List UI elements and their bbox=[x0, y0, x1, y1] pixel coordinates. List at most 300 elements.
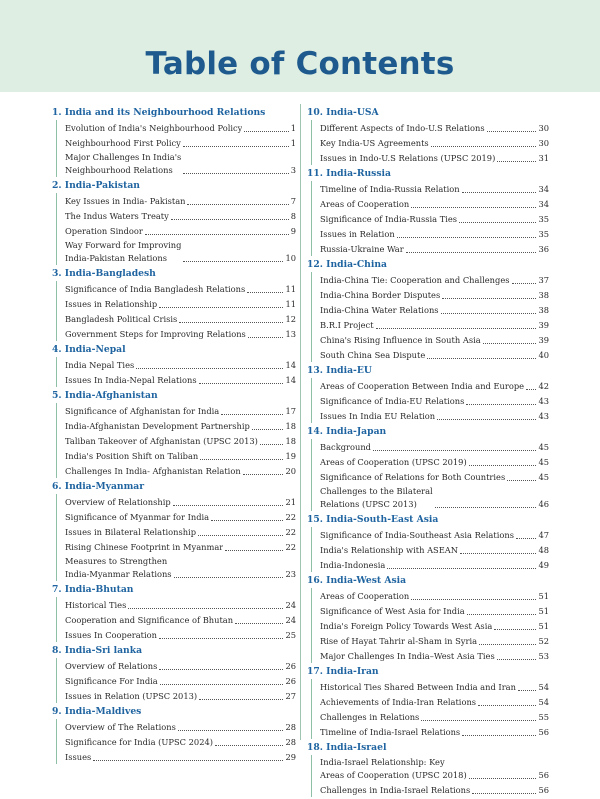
toc-entry[interactable] bbox=[57, 193, 296, 208]
dot-leader bbox=[487, 131, 537, 132]
dot-leader bbox=[497, 659, 537, 660]
section-title[interactable]: 9. India-Maldives bbox=[52, 706, 142, 717]
toc-entry[interactable] bbox=[57, 627, 296, 642]
dot-leader bbox=[497, 161, 536, 162]
entry-label bbox=[65, 511, 209, 524]
page-number: 11 bbox=[285, 284, 296, 294]
dot-leader bbox=[93, 760, 283, 761]
entry-label bbox=[65, 405, 219, 418]
entry-label bbox=[65, 359, 134, 372]
entry-label bbox=[65, 328, 246, 341]
page-number: 35 bbox=[538, 229, 549, 239]
entry-label-line: Issues in Relation (UPSC 2013) bbox=[65, 691, 198, 701]
toc-section bbox=[52, 705, 296, 764]
toc-entry[interactable] bbox=[57, 418, 296, 433]
entry-label-line: India-China Water Relations bbox=[320, 305, 439, 315]
section-title[interactable]: 18. India-Israel bbox=[307, 742, 387, 753]
toc-section bbox=[307, 513, 549, 572]
section-title[interactable]: 7. India-Bhutan bbox=[52, 584, 134, 595]
dot-leader bbox=[128, 608, 283, 609]
toc-entry[interactable] bbox=[57, 326, 296, 341]
section-entries bbox=[56, 719, 296, 764]
entry-label-line: Taliban Takeover of Afghanistan (UPSC 2013) bbox=[65, 436, 258, 446]
page-title: Table of Contents bbox=[145, 46, 455, 82]
entry-label bbox=[65, 122, 242, 135]
toc-entry[interactable] bbox=[57, 120, 296, 135]
entry-label bbox=[65, 195, 185, 208]
toc-entry[interactable] bbox=[312, 469, 549, 484]
toc-section bbox=[307, 258, 549, 362]
dot-leader bbox=[159, 638, 283, 639]
entry-label-line: Significance of India Bangladesh Relations bbox=[65, 284, 246, 294]
entry-label bbox=[65, 225, 143, 238]
section-title[interactable]: 4. India-Nepal bbox=[52, 344, 126, 355]
entry-label-line: Evolution of India's Neighbourhood Policy bbox=[65, 123, 243, 133]
toc-entry[interactable] bbox=[57, 749, 296, 764]
dot-leader bbox=[397, 237, 537, 238]
entry-label-line: Overview of Relationship bbox=[65, 497, 171, 507]
section-title[interactable]: 16. India-West Asia bbox=[307, 575, 407, 586]
section-entries bbox=[311, 755, 549, 797]
toc-section bbox=[307, 106, 549, 165]
section-title[interactable]: 10. India-USA bbox=[307, 107, 379, 118]
toc-entry[interactable] bbox=[57, 673, 296, 688]
entry-label bbox=[320, 441, 371, 454]
toc-entry[interactable] bbox=[57, 357, 296, 372]
entry-label bbox=[320, 319, 374, 332]
toc-entry[interactable] bbox=[312, 241, 549, 256]
entry-label bbox=[320, 711, 419, 724]
page-number: 35 bbox=[538, 214, 549, 224]
toc-entry[interactable] bbox=[57, 150, 296, 177]
dot-leader bbox=[199, 383, 284, 384]
page-number: 24 bbox=[285, 615, 296, 625]
dot-leader bbox=[178, 730, 284, 731]
dot-leader bbox=[421, 720, 536, 721]
page-number: 45 bbox=[538, 442, 549, 452]
entry-label bbox=[65, 298, 157, 311]
page-number: 51 bbox=[538, 591, 549, 601]
section-entries bbox=[56, 403, 296, 478]
entry-label-line: Significance of India-EU Relations bbox=[320, 396, 465, 406]
entry-label-line: India's Relationship with ASEAN bbox=[320, 545, 459, 555]
toc-entry[interactable] bbox=[312, 393, 549, 408]
toc-entry[interactable] bbox=[57, 719, 296, 734]
entry-label bbox=[320, 137, 429, 150]
toc-entry[interactable] bbox=[57, 597, 296, 612]
toc-section bbox=[52, 389, 296, 478]
dot-leader bbox=[247, 292, 283, 293]
section-entries bbox=[311, 120, 549, 165]
page-number: 31 bbox=[538, 153, 549, 163]
entry-label-line: Neighbourhood Relations bbox=[65, 165, 173, 175]
entry-label bbox=[320, 334, 481, 347]
section-entries bbox=[56, 357, 296, 387]
toc-entry[interactable] bbox=[57, 135, 296, 150]
toc-entry[interactable] bbox=[312, 588, 549, 603]
toc-entry[interactable] bbox=[312, 181, 549, 196]
entry-label-line: Significance of Afghanistan for India bbox=[65, 406, 220, 416]
dot-leader bbox=[221, 414, 283, 415]
entry-label bbox=[65, 675, 158, 688]
page-number: 11 bbox=[285, 299, 296, 309]
toc-entry[interactable] bbox=[57, 448, 296, 463]
toc-entry[interactable] bbox=[312, 648, 549, 663]
toc-entry[interactable] bbox=[312, 287, 549, 302]
page-number: 17 bbox=[285, 406, 296, 416]
page-number: 54 bbox=[538, 682, 549, 692]
entry-label bbox=[320, 529, 514, 542]
page-number: 36 bbox=[538, 244, 549, 254]
entry-label-line: India-Myanmar Relations bbox=[65, 569, 172, 579]
section-title[interactable]: 15. India-South-East Asia bbox=[307, 514, 439, 525]
toc-section bbox=[307, 364, 549, 423]
section-title[interactable]: 13. India-EU bbox=[307, 365, 372, 376]
section-entries bbox=[56, 494, 296, 581]
dot-leader bbox=[459, 222, 536, 223]
toc-entry[interactable] bbox=[312, 302, 549, 317]
page-number: 21 bbox=[285, 497, 296, 507]
entry-label-line: Challenges to the Bilateral bbox=[320, 486, 433, 496]
toc-entry[interactable] bbox=[312, 211, 549, 226]
dot-leader bbox=[179, 322, 283, 323]
toc-entry[interactable] bbox=[312, 484, 549, 511]
dot-leader bbox=[174, 577, 284, 578]
entry-label bbox=[65, 721, 176, 734]
entry-label bbox=[320, 471, 505, 484]
section-title[interactable]: 1. India and its Neighbourhood Relations bbox=[52, 107, 266, 118]
entry-label-line: Issues in Relationship bbox=[65, 299, 158, 309]
entry-label bbox=[65, 690, 197, 703]
page-number: 55 bbox=[538, 712, 549, 722]
dot-leader bbox=[225, 550, 283, 551]
section-entries bbox=[311, 378, 549, 423]
section-title[interactable]: 3. India-Bangladesh bbox=[52, 268, 156, 279]
toc-entry[interactable] bbox=[312, 679, 549, 694]
toc-entry[interactable] bbox=[57, 658, 296, 673]
dot-leader bbox=[187, 204, 288, 205]
page-number: 34 bbox=[538, 184, 549, 194]
section-entries bbox=[311, 439, 549, 511]
dot-leader bbox=[387, 568, 536, 569]
entry-label-line: Historical Ties Shared Between India and Iran bbox=[320, 682, 516, 692]
page-number: 38 bbox=[538, 305, 549, 315]
dot-leader bbox=[460, 553, 536, 554]
entry-label-line: Timeline of India-Russia Relation bbox=[320, 184, 460, 194]
toc-entry[interactable] bbox=[312, 542, 549, 557]
dot-leader bbox=[173, 505, 284, 506]
page-number: 26 bbox=[285, 676, 296, 686]
page-number: 1 bbox=[290, 138, 296, 148]
toc-entry[interactable] bbox=[312, 454, 549, 469]
toc-entry[interactable] bbox=[312, 603, 549, 618]
entry-label-line: Significance For India bbox=[65, 676, 158, 686]
toc-entry[interactable] bbox=[57, 734, 296, 749]
page-number: 27 bbox=[285, 691, 296, 701]
entry-label bbox=[65, 555, 172, 581]
section-title[interactable]: 5. India-Afghanistan bbox=[52, 390, 158, 401]
entry-label-line: Issues bbox=[65, 752, 92, 762]
page-number: 19 bbox=[285, 451, 296, 461]
entry-label-line: India-Pakistan Relations bbox=[65, 253, 168, 263]
dot-leader bbox=[469, 465, 537, 466]
toc-entry[interactable] bbox=[57, 281, 296, 296]
dot-leader bbox=[373, 450, 536, 451]
entry-label bbox=[65, 239, 181, 265]
page-number: 14 bbox=[285, 375, 296, 385]
entry-label bbox=[65, 526, 196, 539]
page-number: 37 bbox=[538, 275, 549, 285]
entry-label-line: B.R.I Project bbox=[320, 320, 374, 330]
entry-label bbox=[65, 210, 169, 223]
entry-label bbox=[320, 559, 385, 572]
entry-label bbox=[320, 122, 485, 135]
entry-label bbox=[320, 410, 435, 423]
page-number: 12 bbox=[285, 314, 296, 324]
dot-leader bbox=[466, 404, 536, 405]
entry-label-line: Bangladesh Political Crisis bbox=[65, 314, 178, 324]
entry-label bbox=[65, 629, 157, 642]
entry-label-line: Significance of West Asia for India bbox=[320, 606, 465, 616]
dot-leader bbox=[472, 793, 536, 794]
dot-leader bbox=[248, 337, 284, 338]
dot-leader bbox=[199, 699, 283, 700]
entry-label-line: India-Afghanistan Development Partnership bbox=[65, 421, 250, 431]
toc-entry[interactable] bbox=[312, 408, 549, 423]
toc-section bbox=[52, 480, 296, 581]
toc-entry[interactable] bbox=[312, 196, 549, 211]
toc-entry[interactable] bbox=[57, 372, 296, 387]
page-number: 45 bbox=[538, 472, 549, 482]
toc-entry[interactable] bbox=[312, 135, 549, 150]
page-number: 30 bbox=[538, 138, 549, 148]
section-title[interactable]: 12. India-China bbox=[307, 259, 387, 270]
toc-entry[interactable] bbox=[57, 539, 296, 554]
entry-label-line: Historical Ties bbox=[65, 600, 127, 610]
entry-label-line: Challenges in India-Israel Relations bbox=[320, 785, 471, 795]
dot-leader bbox=[518, 690, 536, 691]
dot-leader bbox=[159, 669, 283, 670]
page-number: 43 bbox=[538, 411, 549, 421]
entry-label bbox=[320, 635, 477, 648]
toc-entry[interactable] bbox=[57, 494, 296, 509]
entry-label-line: Challenges in Relations bbox=[320, 712, 420, 722]
entry-label bbox=[320, 228, 395, 241]
dot-leader bbox=[478, 705, 536, 706]
page-number: 9 bbox=[290, 226, 296, 236]
entry-label bbox=[65, 137, 181, 150]
toc-entry[interactable] bbox=[57, 403, 296, 418]
page-number: 30 bbox=[538, 123, 549, 133]
page-number: 22 bbox=[285, 542, 296, 552]
entry-label bbox=[320, 756, 467, 782]
toc-entry[interactable] bbox=[57, 223, 296, 238]
toc-entry[interactable] bbox=[312, 150, 549, 165]
toc-entry[interactable] bbox=[57, 311, 296, 326]
dot-leader bbox=[437, 419, 536, 420]
dot-leader bbox=[376, 328, 537, 329]
dot-leader bbox=[442, 298, 536, 299]
entry-label bbox=[320, 726, 460, 739]
dot-leader bbox=[243, 474, 284, 475]
toc-entry[interactable] bbox=[312, 527, 549, 542]
section-entries bbox=[311, 272, 549, 362]
page-number: 53 bbox=[538, 651, 549, 661]
toc-entry[interactable] bbox=[57, 296, 296, 311]
dot-leader bbox=[516, 538, 536, 539]
entry-label-line: Issues In India EU Relation bbox=[320, 411, 436, 421]
section-title[interactable]: 14. India-Japan bbox=[307, 426, 387, 437]
toc-entry[interactable] bbox=[57, 554, 296, 581]
page-number: 38 bbox=[538, 290, 549, 300]
dot-leader bbox=[431, 146, 537, 147]
entry-label-line: Achievements of India-Iran Relations bbox=[320, 697, 477, 707]
section-title[interactable]: 17. India-Iran bbox=[307, 666, 379, 677]
page-number: 29 bbox=[285, 752, 296, 762]
page-number: 1 bbox=[290, 123, 296, 133]
entry-label bbox=[320, 395, 464, 408]
dot-leader bbox=[252, 429, 284, 430]
page-number: 47 bbox=[538, 530, 549, 540]
dot-leader bbox=[200, 459, 283, 460]
entry-label bbox=[320, 681, 516, 694]
entry-label bbox=[65, 541, 223, 554]
toc-entry[interactable] bbox=[312, 755, 549, 782]
toc-section bbox=[52, 644, 296, 703]
toc-entry[interactable] bbox=[312, 332, 549, 347]
section-entries bbox=[311, 588, 549, 663]
entry-label bbox=[65, 283, 245, 296]
page-number: 22 bbox=[285, 527, 296, 537]
page-number: 39 bbox=[538, 320, 549, 330]
toc-entry[interactable] bbox=[57, 208, 296, 223]
dot-leader bbox=[462, 192, 537, 193]
toc-entry[interactable] bbox=[57, 612, 296, 627]
toc-section bbox=[52, 583, 296, 642]
entry-label bbox=[65, 374, 197, 387]
section-title[interactable]: 6. India-Myanmar bbox=[52, 481, 145, 492]
toc-entry[interactable] bbox=[312, 317, 549, 332]
dot-leader bbox=[411, 599, 536, 600]
section-entries bbox=[311, 181, 549, 256]
page-number: 49 bbox=[538, 560, 549, 570]
page-number: 46 bbox=[538, 499, 549, 509]
section-entries bbox=[56, 597, 296, 642]
entry-label-line: Significance for India (UPSC 2024) bbox=[65, 737, 213, 747]
section-title[interactable]: 2. India-Pakistan bbox=[52, 180, 140, 191]
toc-entry[interactable] bbox=[312, 557, 549, 572]
entry-label-line: Areas of Cooperation bbox=[320, 591, 410, 601]
toc-entry[interactable] bbox=[312, 226, 549, 241]
toc-section bbox=[52, 179, 296, 265]
toc-entry[interactable] bbox=[312, 709, 549, 724]
entry-label-line: India-Israel Relationship: Key bbox=[320, 757, 445, 767]
entry-label bbox=[65, 599, 126, 612]
section-entries bbox=[311, 527, 549, 572]
dot-leader bbox=[483, 343, 537, 344]
page-number: 39 bbox=[538, 335, 549, 345]
entry-label-line: Relations (UPSC 2013) bbox=[320, 499, 417, 509]
entry-label-line: South China Sea Dispute bbox=[320, 350, 426, 360]
dot-leader bbox=[244, 131, 288, 132]
dot-leader bbox=[211, 520, 283, 521]
toc-entry[interactable] bbox=[57, 433, 296, 448]
entry-label-line: Significance of Relations for Both Countries bbox=[320, 472, 506, 482]
dot-leader bbox=[494, 629, 536, 630]
dot-leader bbox=[183, 173, 288, 174]
entry-label bbox=[320, 696, 476, 709]
toc-entry[interactable] bbox=[312, 120, 549, 135]
toc-entry[interactable] bbox=[57, 463, 296, 478]
section-entries bbox=[56, 120, 296, 177]
entry-label bbox=[320, 456, 467, 469]
entry-label-line: Rising Chinese Footprint in Myanmar bbox=[65, 542, 224, 552]
toc-section bbox=[52, 267, 296, 341]
section-entries bbox=[56, 281, 296, 341]
entry-label-line: Rise of Hayat Tahrir al-Sham in Syria bbox=[320, 636, 478, 646]
toc-entry[interactable] bbox=[312, 378, 549, 393]
section-title[interactable]: 11. India-Russia bbox=[307, 168, 391, 179]
page-number: 10 bbox=[285, 253, 296, 263]
entry-label-line: Key India-US Agreements bbox=[320, 138, 429, 148]
page-number: 23 bbox=[285, 569, 296, 579]
toc-entry[interactable] bbox=[312, 618, 549, 633]
page-number: 52 bbox=[538, 636, 549, 646]
page-number: 14 bbox=[285, 360, 296, 370]
entry-label-line: Issues in Relation bbox=[320, 229, 395, 239]
entry-label-line: India-China Border Disputes bbox=[320, 290, 441, 300]
page-number: 20 bbox=[285, 466, 296, 476]
dot-leader bbox=[215, 745, 283, 746]
toc-entry[interactable] bbox=[57, 688, 296, 703]
entry-label bbox=[320, 605, 465, 618]
toc-entry[interactable] bbox=[312, 782, 549, 797]
entry-label bbox=[320, 304, 439, 317]
page-number: 8 bbox=[290, 211, 296, 221]
entry-label-line: Issues In Cooperation bbox=[65, 630, 157, 640]
toc-entry[interactable] bbox=[312, 439, 549, 454]
toc-entry[interactable] bbox=[57, 238, 296, 265]
entry-label bbox=[320, 289, 440, 302]
toc-entry[interactable] bbox=[312, 694, 549, 709]
entry-label-line: Areas of Cooperation (UPSC 2018) bbox=[320, 770, 467, 780]
section-title[interactable]: 8. India-Sri lanka bbox=[52, 645, 143, 656]
page-number: 51 bbox=[538, 621, 549, 631]
entry-label bbox=[65, 420, 250, 433]
entry-label-line: Way Forward for Improving bbox=[65, 240, 182, 250]
toc-entry[interactable] bbox=[57, 509, 296, 524]
toc-entry[interactable] bbox=[57, 524, 296, 539]
entry-label-line: Areas of Cooperation Between India and Europe bbox=[320, 381, 525, 391]
toc-entry[interactable] bbox=[312, 724, 549, 739]
toc-entry[interactable] bbox=[312, 272, 549, 287]
dot-leader bbox=[145, 234, 289, 235]
entry-label-line: India-China Tie: Cooperation and Challenges bbox=[320, 275, 510, 285]
entry-label bbox=[320, 349, 425, 362]
toc-entry[interactable] bbox=[312, 633, 549, 648]
page-number: 34 bbox=[538, 199, 549, 209]
toc-entry[interactable] bbox=[312, 347, 549, 362]
entry-label bbox=[320, 620, 492, 633]
dot-leader bbox=[260, 444, 284, 445]
entry-label-line: China's Rising Influence in South Asia bbox=[320, 335, 481, 345]
entry-label bbox=[65, 465, 241, 478]
page-number: 40 bbox=[538, 350, 549, 360]
dot-leader bbox=[512, 283, 537, 284]
entry-label bbox=[320, 274, 510, 287]
entry-label bbox=[65, 751, 91, 764]
page-number: 13 bbox=[285, 329, 296, 339]
